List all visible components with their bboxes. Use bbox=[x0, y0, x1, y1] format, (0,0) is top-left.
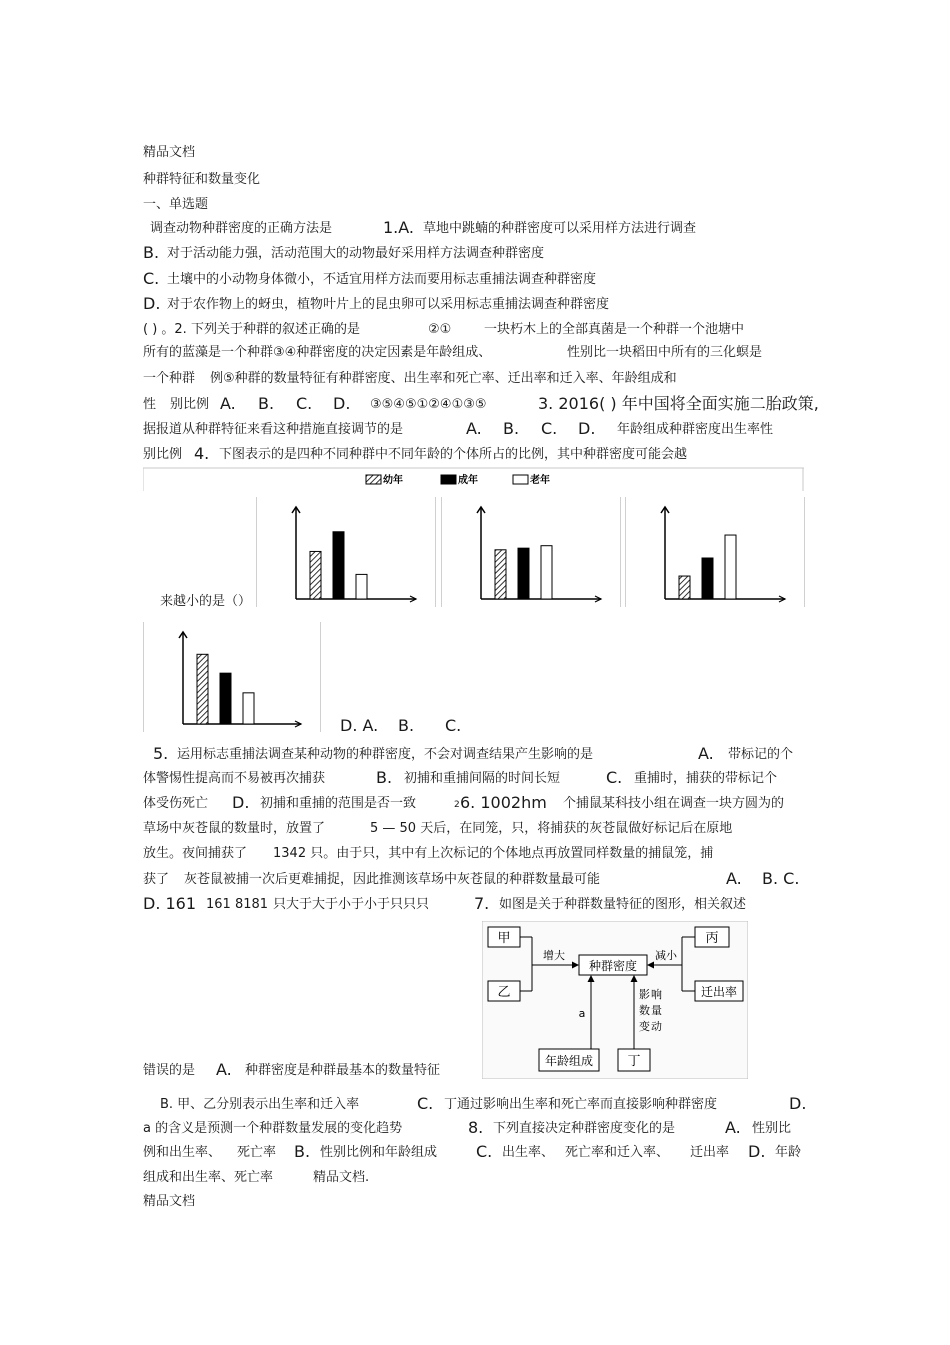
q1-option-b: 对于活动能力强，活动范围大的动物最好采用样方法调查种群密度 bbox=[167, 246, 545, 261]
q5-line2a: 体警惕性提高而不易被再次捕获 bbox=[143, 771, 326, 786]
bar-adult bbox=[220, 673, 231, 724]
page-header: 精品文档 bbox=[143, 145, 196, 160]
q8-option-b: 性别比例和年龄组成 bbox=[320, 1145, 438, 1160]
q4-number: 4. bbox=[194, 444, 210, 463]
q7-number: 7. bbox=[474, 894, 490, 913]
q8-line3a: 组成和出生率、死亡率 bbox=[143, 1170, 274, 1185]
legend-adult bbox=[441, 473, 478, 486]
q3-opt-c: C. bbox=[541, 419, 558, 438]
q6-line1: 个捕鼠某科技小组在调查一块方圆为的 bbox=[563, 796, 785, 811]
q2-opt-c: C. bbox=[296, 394, 313, 413]
q2-line4b: 别比例 bbox=[170, 397, 210, 412]
q2-line1b: ②① bbox=[428, 322, 452, 337]
q3-opt-b: B. bbox=[503, 419, 520, 438]
bar-old bbox=[243, 693, 254, 724]
q6-line2a: 草场中灰苍鼠的数量时，放置了 bbox=[143, 821, 326, 836]
q8-number: 8. bbox=[468, 1118, 484, 1137]
doc-title: 种群特征和数量变化 bbox=[143, 172, 261, 187]
label-yi: 乙 bbox=[497, 985, 511, 1000]
legend-old-label: 老年 bbox=[530, 475, 550, 486]
q6-line5a: D. 161 bbox=[143, 894, 197, 913]
q1-c-label: C. bbox=[143, 269, 160, 288]
legend-young bbox=[366, 473, 403, 486]
q2-line4a: 性 bbox=[143, 397, 157, 412]
label-a: a bbox=[578, 1007, 586, 1020]
q8-stem: 下列直接决定种群密度变化的是 bbox=[493, 1121, 676, 1136]
bar-adult bbox=[702, 558, 713, 599]
q2-line1a: ( ) 。2. 下列关于种群的叙述正确的是 bbox=[143, 322, 360, 337]
q8-option-d: 年龄 bbox=[775, 1145, 802, 1160]
q7-stem: 如图是关于种群数量特征的图形，相关叙述 bbox=[499, 897, 747, 912]
q2-line3a: 一个种群 bbox=[143, 371, 196, 386]
q8-c-label: C. bbox=[476, 1142, 493, 1161]
label-age-structure: 年龄组成 bbox=[544, 1054, 594, 1068]
svg-text:量: 量 bbox=[651, 1004, 662, 1017]
q6-line2b: 5 — 50 天后，在同笼，只，将捕获的灰苍鼠做好标记后在原地 bbox=[370, 821, 733, 836]
bar-old bbox=[725, 535, 736, 599]
q2-line2b: 性别比一块稻田中所有的三化螟是 bbox=[567, 345, 763, 360]
q8-option-a: 性别比 bbox=[752, 1121, 792, 1136]
label-ding: 丁 bbox=[627, 1054, 641, 1069]
label-decrease: 减小 bbox=[655, 949, 677, 962]
q5-number: 5. bbox=[153, 744, 169, 763]
q6-opt-bc: B. C. bbox=[762, 869, 800, 888]
q5-d-label: D. bbox=[232, 793, 250, 812]
q2-opt-d: D. bbox=[333, 394, 351, 413]
svg-text:变: 变 bbox=[639, 1020, 650, 1033]
q1-option-d: 对于农作物上的蚜虫，植物叶片上的昆虫卵可以采用标志重捕法调查种群密度 bbox=[167, 297, 610, 312]
q4-after-b: B. bbox=[398, 716, 415, 735]
q7-option-b: B. 甲、乙分别表示出生率和迁入率 bbox=[160, 1097, 360, 1112]
q2-line3b: 例⑤种群的数量特征有种群密度、出生率和死亡率、迁出率和迁入率、年龄组成和 bbox=[210, 371, 677, 386]
q6-line4b: 灰苍鼠被捕一次后更难捕捉，因此推测该草场中灰苍鼠的种群数量最可能 bbox=[184, 872, 601, 887]
q8-d-label: D. bbox=[748, 1142, 766, 1161]
label-jia: 甲 bbox=[497, 931, 511, 946]
q5-option-b: 初捕和重捕间隔的时间长短 bbox=[404, 771, 561, 786]
q8-line2b: 死亡率 bbox=[237, 1145, 277, 1160]
label-bing: 丙 bbox=[705, 931, 719, 946]
q5-option-a: 带标记的个 bbox=[728, 747, 794, 762]
page-footer: 精品文档 bbox=[143, 1194, 196, 1209]
q6-superscript: 2 bbox=[454, 800, 460, 810]
q5-b-label: B. bbox=[376, 768, 393, 787]
q7-option-c: 丁通过影响出生率和死亡率而直接影响种群密度 bbox=[444, 1097, 718, 1112]
bar-young bbox=[679, 576, 690, 599]
q1-d-label: D. bbox=[143, 294, 161, 313]
q6-line3a: 放生。夜间捕获了 bbox=[143, 846, 248, 861]
bar-young bbox=[310, 551, 321, 599]
q1-option-c: 土壤中的小动物身体微小，不适宜用样方法而要用标志重捕法调查种群密度 bbox=[167, 272, 597, 287]
q6-line5b: 161 8181 bbox=[206, 897, 269, 912]
age-chart-4 bbox=[143, 622, 321, 732]
svg-text:响: 响 bbox=[651, 988, 662, 1001]
q1-stem: 调查动物种群密度的正确方法是 bbox=[150, 221, 333, 236]
svg-text:动: 动 bbox=[651, 1020, 662, 1033]
q4-stem: 下图表示的是四种不同种群中不同年龄的个体所占的比例，其中种群密度可能会越 bbox=[219, 447, 688, 462]
q1-b-label: B. bbox=[143, 243, 160, 262]
q4-after-d-a: D. A. bbox=[340, 716, 379, 735]
q8-option-c: 出生率、 bbox=[502, 1145, 555, 1160]
svg-text:数: 数 bbox=[639, 1004, 650, 1017]
q6-line5c: 只大于大于小于小于只只只 bbox=[273, 897, 430, 912]
population-density-diagram bbox=[482, 921, 748, 1083]
q8-option-c3: 迁出率 bbox=[690, 1145, 730, 1160]
q8-option-c2: 死亡率和迁入率、 bbox=[565, 1145, 670, 1160]
q5-c-label: C. bbox=[606, 768, 623, 787]
q7-a-label: A. bbox=[216, 1060, 232, 1079]
svg-text:影: 影 bbox=[639, 988, 650, 1001]
bar-young bbox=[495, 550, 506, 599]
q2-line2a: 所有的蓝藻是一个种群③④种群密度的决定因素是年龄组成、 bbox=[143, 345, 492, 360]
bar-old bbox=[541, 546, 552, 599]
age-chart-legend bbox=[143, 467, 804, 491]
q6-line4a: 获了 bbox=[143, 872, 170, 887]
label-increase: 增大 bbox=[543, 949, 565, 962]
q6-line3b: 1342 只。由于只，其中有上次标记的个体地点再放置同样数量的捕鼠笼，捕 bbox=[273, 846, 714, 861]
bar-adult bbox=[333, 532, 344, 599]
bar-old bbox=[356, 574, 367, 599]
q8-line3b: 精品文档. bbox=[313, 1170, 370, 1185]
q2-opt-b: B. bbox=[258, 394, 275, 413]
age-chart-3 bbox=[625, 497, 805, 607]
q3-line3a: 别比例 bbox=[143, 447, 183, 462]
bar-young bbox=[197, 654, 208, 724]
q7-line2a: 错误的是 bbox=[143, 1063, 196, 1078]
q2-line4c: ③⑤④⑤①②④①③⑤ bbox=[370, 397, 487, 412]
q4-after-c: C. bbox=[445, 716, 462, 735]
q6-number: 6. 1002hm bbox=[460, 793, 547, 812]
legend-old bbox=[513, 473, 550, 486]
q2-line1c: 一块朽木上的全部真菌是一个种群一个池塘中 bbox=[484, 322, 745, 337]
q5-line3a: 体受伤死亡 bbox=[143, 796, 209, 811]
age-chart-1 bbox=[256, 497, 436, 607]
legend-young-label: 幼年 bbox=[383, 475, 403, 486]
q7-d-label: D. bbox=[789, 1094, 807, 1113]
q7-c-label: C. bbox=[417, 1094, 434, 1113]
q4-stem-cont: 来越小的是（） bbox=[160, 594, 252, 609]
q5-a-label: A. bbox=[698, 744, 714, 763]
label-influence bbox=[639, 988, 662, 1033]
q2-opt-a: A. bbox=[220, 394, 236, 413]
q3-line2b: 年龄组成种群密度出生率性 bbox=[617, 422, 774, 437]
q5-option-d: 初捕和重捕的范围是否一致 bbox=[260, 796, 417, 811]
q6-opt-a: A. bbox=[726, 869, 742, 888]
q7-line4a: a 的含义是预测一个种群数量发展的变化趋势 bbox=[143, 1121, 403, 1136]
age-chart-2 bbox=[441, 497, 621, 607]
q7-option-a: 种群密度是种群最基本的数量特征 bbox=[245, 1063, 441, 1078]
q3-opt-d: D. bbox=[578, 419, 596, 438]
q3-opt-a: A. bbox=[466, 419, 482, 438]
bar-adult bbox=[518, 548, 529, 599]
q8-b-label: B. bbox=[294, 1142, 311, 1161]
q1-number: 1.A. bbox=[383, 218, 415, 237]
q3-line2a: 据报道从种群特征来看这种措施直接调节的是 bbox=[143, 422, 404, 437]
q5-option-c: 重捕时，捕获的带标记个 bbox=[634, 771, 778, 786]
q8-a-label: A. bbox=[725, 1118, 741, 1137]
q8-line2a: 例和出生率、 bbox=[143, 1145, 222, 1160]
q5-stem: 运用标志重捕法调查某种动物的种群密度，不会对调查结果产生影响的是 bbox=[177, 747, 594, 762]
label-density: 种群密度 bbox=[588, 959, 638, 973]
section-heading: 一、单选题 bbox=[143, 197, 209, 212]
q1-option-a: 草地中跳蝻的种群密度可以采用样方法进行调查 bbox=[423, 221, 697, 236]
legend-adult-label: 成年 bbox=[458, 475, 478, 486]
label-emigration: 迁出率 bbox=[700, 985, 738, 999]
q3-number: 3. 2016( ) 年中国将全面实施二胎政策, bbox=[538, 394, 819, 413]
